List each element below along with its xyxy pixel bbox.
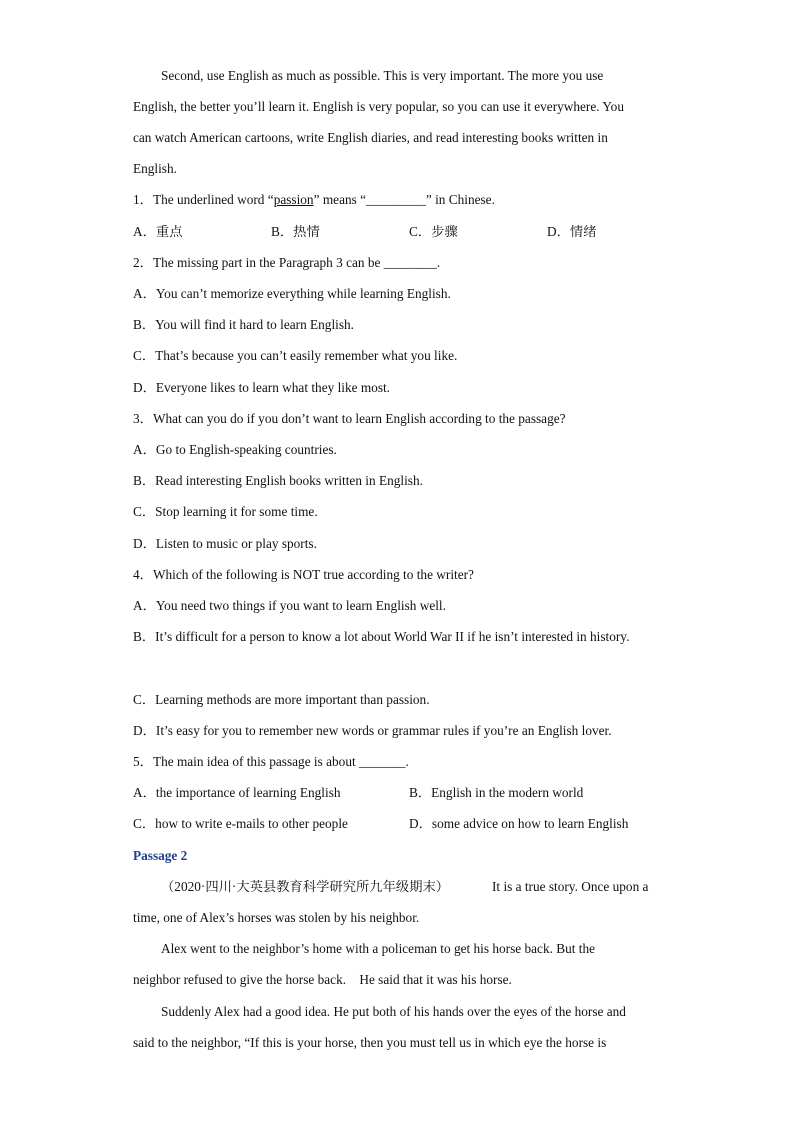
q5-option-c: C．how to write e-mails to other people [133,816,348,831]
question-5-stem: 5．The main idea of this passage is about _______. [133,754,409,769]
q3-option-d: D．Listen to music or play sports. [133,536,317,551]
q1-underlined-word: passion [273,192,314,207]
passage-2-line: Alex went to the neighbor’s home with a policeman to get his horse back. But the [161,941,596,956]
q1-option-c: C．步骤 [409,224,458,239]
q5-option-a: A．the importance of learning English [133,785,341,800]
paragraph-line: Second, use English as much as possible. This is very important. The more you use [161,68,604,83]
q5-option-d: D．some advice on how to learn English [409,816,629,831]
q1-option-a: A．重点 [133,224,183,239]
passage-2-source: （2020·四川·大英县教育科学研究所九年级期末） [161,879,450,894]
question-4-stem: 4．Which of the following is NOT true according to the writer? [133,567,474,582]
q4-option-a: A．You need two things if you want to learn English well. [133,598,446,613]
q3-option-c: C．Stop learning it for some time. [133,504,318,519]
q4-option-b: B．It’s difficult for a person to know a lot about World War II if he isn’t interested in history. [133,629,630,644]
q2-option-d: D．Everyone likes to learn what they like most. [133,380,391,395]
question-2-stem: 2．The missing part in the Paragraph 3 can be ________. [133,255,441,270]
passage-2-first-line: It is a true story. Once upon a [492,879,649,894]
q3-option-a: A．Go to English-speaking countries. [133,442,337,457]
q1-option-d: D．情绪 [547,224,597,239]
passage-2-line: neighbor refused to give the horse back. He said that it was his horse. [133,972,512,987]
paragraph-line: English. [133,161,177,176]
q4-option-d: D．It’s easy for you to remember new words or grammar rules if you’re an English lover. [133,723,612,738]
q1-stem-post: ” means “_________” in Chinese. [313,192,495,207]
q4-option-c: C．Learning methods are more important than passion. [133,692,430,707]
passage-2-line: time, one of Alex’s horses was stolen by his neighbor. [133,910,420,925]
q2-option-b: B．You will find it hard to learn English. [133,317,354,332]
passage-2-line: Suddenly Alex had a good idea. He put both of his hands over the eyes of the horse and [161,1004,626,1019]
q2-option-c: C．That’s because you can’t easily remember what you like. [133,348,458,363]
q3-option-b: B．Read interesting English books written in English. [133,473,423,488]
passage-2-line: said to the neighbor, “If this is your horse, then you must tell us in which eye the horse is [133,1035,607,1050]
passage-2-title: Passage 2 [133,848,188,863]
question-3-stem: 3．What can you do if you don’t want to learn English according to the passage? [133,411,566,426]
q5-option-b: B．English in the modern world [409,785,584,800]
question-1-stem [133,191,495,209]
paragraph-line: can watch American cartoons, write English diaries, and read interesting books written in [133,130,608,145]
q2-option-a: A．You can’t memorize everything while learning English. [133,286,451,301]
paragraph-line: English, the better you’ll learn it. English is very popular, so you can use it everywhere. You [133,99,624,114]
q1-stem-pre: 1．The underlined word “ [133,192,274,207]
q1-option-b: B．热情 [271,224,320,239]
